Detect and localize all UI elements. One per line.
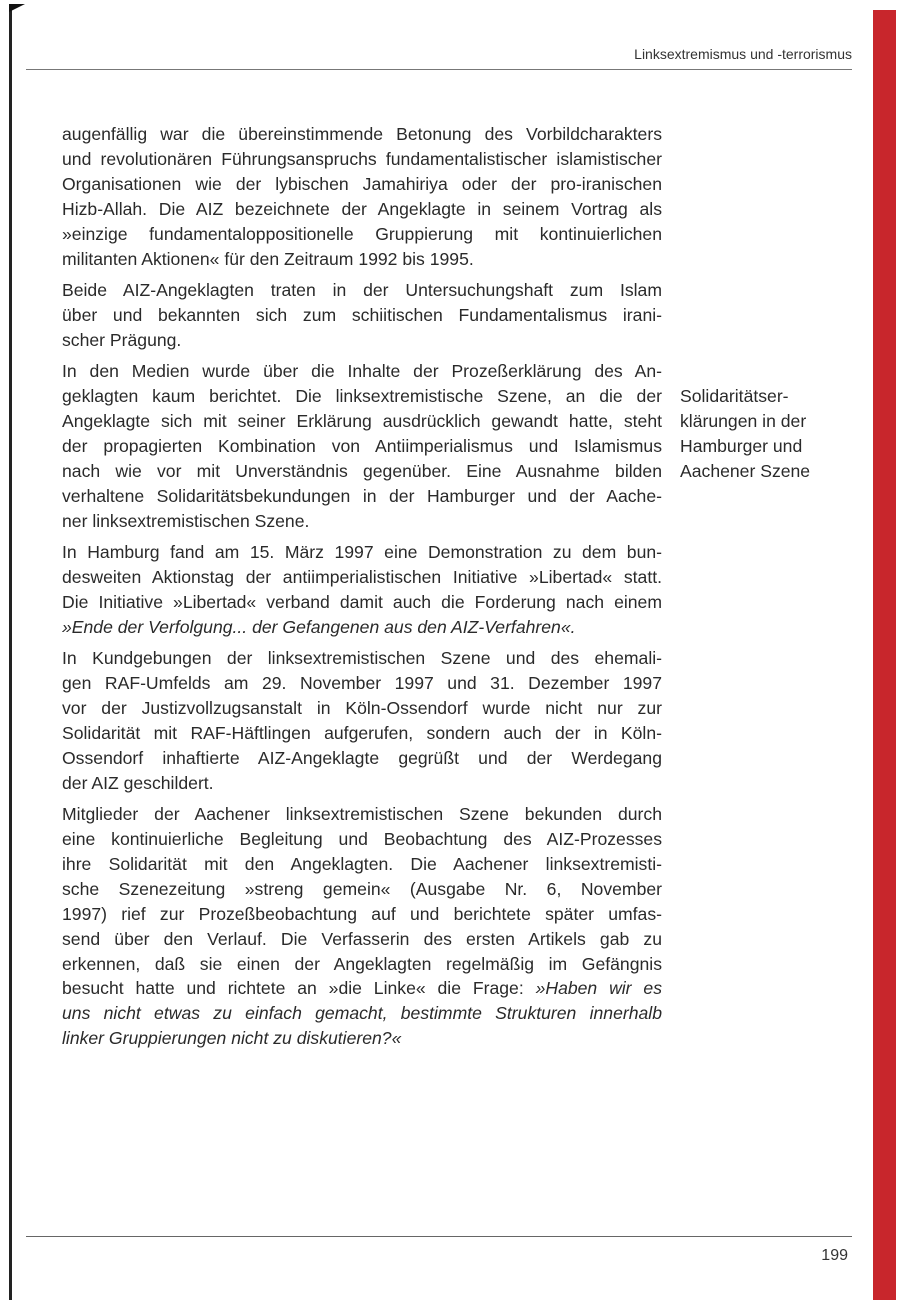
header-rule [26,69,852,70]
text-line [62,509,662,534]
text-segment: In Kundgebungen der linksextremistischen Szene und des ehemali- [62,648,662,669]
text-line [62,827,662,852]
text-line [62,540,662,565]
text-segment: militanten Aktionen« für den Zeitraum 1992 bis 1995. [62,248,474,269]
margin-note-line: Solidaritätser- [680,386,789,406]
text-segment: der propagierten Kombination von Antiimperialismus und Islamismus [62,435,662,456]
text-line [62,172,662,197]
paragraph [62,802,662,1051]
italic-quote: »Haben wir es [535,978,662,999]
text-line [62,1001,662,1026]
text-segment: »einzige fundamentaloppositionelle Gruppierung mit kontinuierlichen [62,223,662,244]
text-segment: In Hamburg fand am 15. März 1997 eine Demonstration zu dem bun- [62,542,662,562]
paragraph [62,122,662,271]
text-segment: der AIZ geschildert. [62,772,214,793]
text-segment: Mitglieder der Aachener linksextremistischen Szene bekunden durch [62,804,662,825]
text-line [62,484,662,509]
text-line [62,303,662,328]
text-line [62,147,662,172]
text-line [62,976,662,1001]
text-segment: verhaltene Solidaritätsbekundungen in der Hamburger und der Aache- [62,485,662,506]
text-line [62,771,662,796]
text-line [62,459,662,484]
margin-note-line: Aachener Szene [680,460,811,481]
text-segment: sche Szenezeitung »streng gemein« (Ausgabe Nr. 6, November [62,878,662,899]
text-segment: gen RAF-Umfelds am 29. November 1997 und 31. Dezember 1997 [62,673,662,694]
text-segment: scher Prägung. [62,329,182,350]
text-segment: Hizb-Allah. Die AIZ bezeichnete der Angeklagte in seinem Vortrag als [62,198,662,219]
text-segment: vor der Justizvollzugsanstalt in Köln-Ossendorf wurde nicht nur zur [62,697,662,718]
text-line [62,852,662,877]
text-segment: über und bekannten sich zum schiitischen Fundamentalismus irani- [62,304,662,325]
text-segment: 1997) rief zur Prozeßbeobachtung auf und berichtete später umfas- [62,903,662,924]
text-line [62,671,662,696]
italic-quote: linker Gruppierungen nicht zu diskutieren?« [62,1028,402,1049]
text-line [62,646,662,671]
text-line [62,409,662,434]
text-segment: erkennen, daß sie einen der Angeklagten regelmäßig im Gefängnis [62,953,662,974]
text-segment: besucht hatte und richtete an »die Linke« die Frage: [62,978,536,999]
text-segment: Solidarität mit RAF-Häftlingen aufgerufen, sondern auch der in Köln- [62,722,662,743]
footer-rule [26,1236,852,1237]
paragraph [62,646,662,795]
running-header: Linksextremismus und -terrorismus [634,46,852,62]
text-segment: Organisationen wie der lybischen Jamahiriya oder der pro-iranischen [62,173,662,194]
margin-note-line: Hamburger und [680,435,803,456]
text-line [62,278,662,303]
crop-mark [9,4,25,12]
text-segment: nach wie vor mit Unverständnis gegenüber. Eine Ausnahme bilden [62,460,662,481]
text-segment: geklagten kaum berichtet. Die linksextremistische Szene, an die der [62,386,662,407]
text-segment: ner linksextremistischen Szene. [62,510,310,531]
text-segment: und revolutionären Führungsanspruchs fundamentalistischer islamistischer [62,148,662,169]
text-line [62,927,662,952]
body-text [62,122,662,1058]
text-segment: desweiten Aktionstag der antiimperialistischen Initiative »Libertad« statt. [62,566,662,587]
text-segment: Die Initiative »Libertad« verband damit auch die Forderung nach einem [62,591,662,612]
paragraph [62,540,662,640]
margin-note-line: klärungen in der [680,410,807,431]
text-line [62,247,662,272]
margin-note [680,384,810,484]
text-line [62,434,662,459]
text-line [62,565,662,590]
text-line [62,122,662,147]
text-line [62,746,662,771]
text-segment: Angeklagte sich mit seiner Erklärung ausdrücklich gewandt hatte, steht [62,410,662,431]
text-line [62,359,662,384]
italic-quote: uns nicht etwas zu einfach gemacht, bestimmte Strukturen innerhalb [62,1003,662,1024]
text-line [62,721,662,746]
text-line [62,902,662,927]
page-number: 199 [821,1247,848,1264]
scan-edge-line [9,4,12,1300]
text-line [62,952,662,977]
paragraph [62,278,662,353]
text-segment: send über den Verlauf. Die Verfasserin des ersten Artikels gab zu [62,928,662,949]
text-line [62,197,662,222]
text-line [62,1026,662,1051]
text-line [62,328,662,353]
italic-quote: »Ende der Verfolgung... der Gefangenen aus den AIZ-Verfahren«. [62,616,576,637]
text-line [62,877,662,902]
text-line [62,696,662,721]
text-line [62,802,662,827]
text-segment: Ossendorf inhaftierte AIZ-Angeklagte gegrüßt und der Werdegang [62,747,662,768]
text-line [62,615,662,640]
text-segment: Beide AIZ-Angeklagten traten in der Untersuchungshaft zum Islam [62,279,662,300]
text-segment: In den Medien wurde über die Inhalte der Prozeßerklärung des An- [62,361,662,382]
chapter-color-tab [873,10,896,1300]
text-line [62,384,662,409]
text-line [62,590,662,615]
text-line [62,222,662,247]
paragraph [62,359,662,533]
text-segment: augenfällig war die übereinstimmende Betonung des Vorbildcharakters [62,124,662,144]
text-segment: ihre Solidarität mit den Angeklagten. Die Aachener linksextremisti- [62,853,662,874]
text-segment: eine kontinuierliche Begleitung und Beobachtung des AIZ-Prozesses [62,828,662,849]
